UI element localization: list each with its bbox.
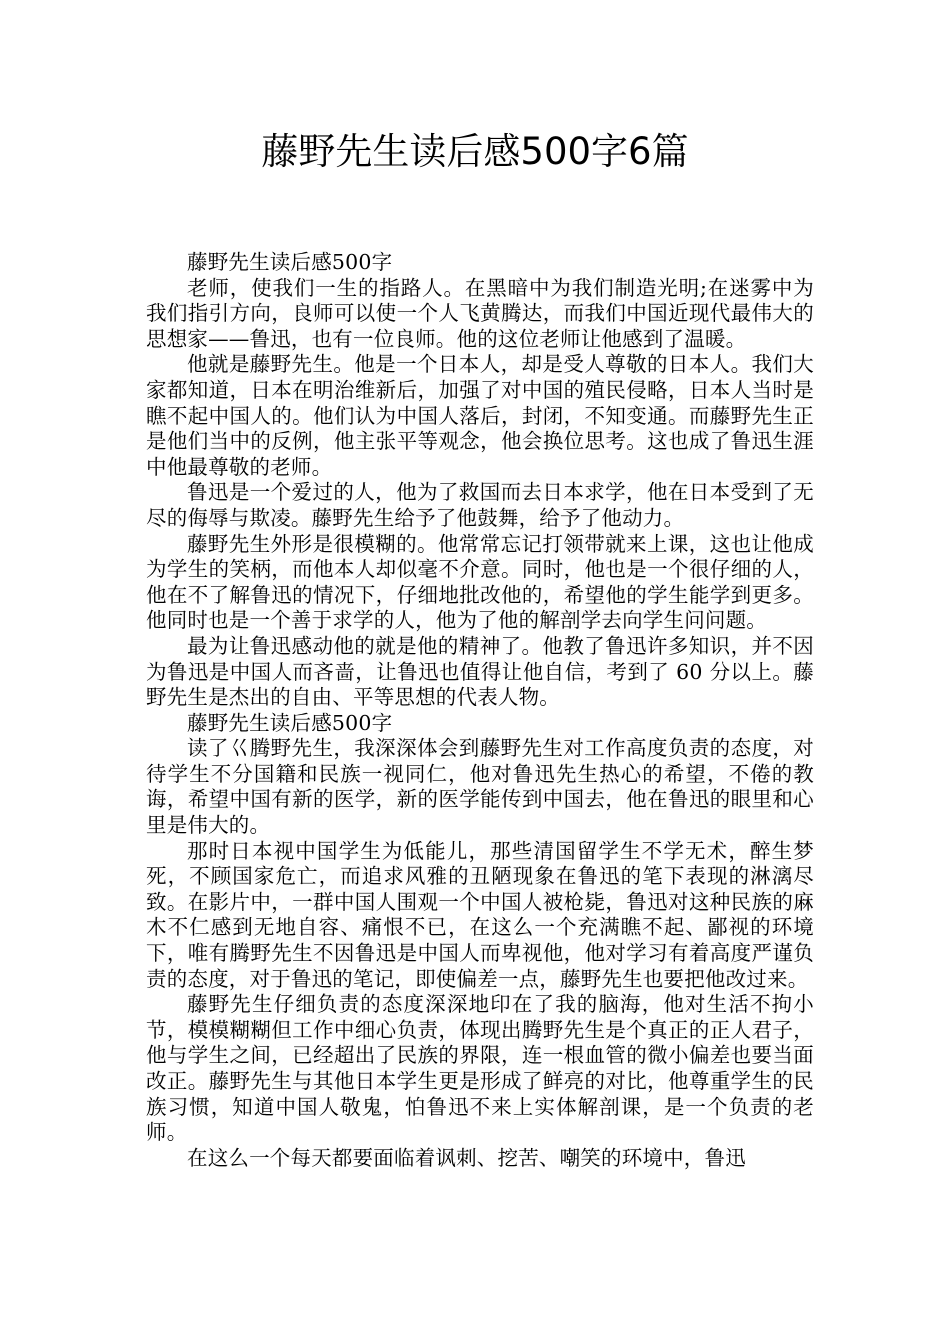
paragraph: 最为让鲁迅感动他的就是他的精神了。他教了鲁迅许多知识，并不因为鲁迅是中国人而吝啬，让鲁迅也值得让他自信，考到了 60 分以上。藤野先生是杰出的自由、平等思想的代表人物。 [146, 633, 814, 710]
section-heading: 藤野先生读后感500字 [187, 710, 393, 735]
paragraph: 鲁迅是一个爱过的人，他为了救国而去日本求学，他在日本受到了无尽的侮辱与欺凌。藤野先生给予了他鼓舞，给予了他动力。 [146, 480, 814, 530]
section-heading: 藤野先生读后感500字 [187, 250, 393, 274]
paragraph: 藤野先生外形是很模糊的。他常常忘记打领带就来上课，这也让他成为学生的笑柄，而他本人却似毫不介意。同时，他也是一个很仔细的人，他在不了解鲁迅的情况下，仔细地批改他的，希望他的学生能学到更多。他同时也是一个善于求学的人，他为了他的解剖学去向学生问问题。 [146, 531, 814, 633]
paragraph: 老师，使我们一生的指路人。在黑暗中为我们制造光明;在迷雾中为我们指引方向，良师可以使一个人飞黄腾达，而我们中国近现代最伟大的思想家——鲁迅，也有一位良师。他的这位老师让他感到了温暖。 [146, 275, 814, 351]
paragraph: 读了巜腾野先生，我深深体会到藤野先生对工作高度负责的态度，对待学生不分国籍和民族一视同仁，他对鲁迅先生热心的希望，不倦的教诲，希望中国有新的医学，新的医学能传到中国去，他在鲁迅的眼里和心里是伟大的。 [146, 736, 814, 838]
paragraph: 藤野先生仔细负责的态度深深地印在了我的脑海，他对生活不拘小节，模模糊糊但工作中细心负责，体现出腾野先生是个真正的正人君子，他与学生之间，已经超出了民族的界限，连一根血管的微小偏差也要当面改正。藤野先生与其他日本学生更是形成了鲜亮的对比，他尊重学生的民族习惯，知道中国人敬鬼，怕鲁迅不来上实体解剖课，是一个负责的老师。 [146, 992, 814, 1145]
paragraph: 那时日本视中国学生为低能儿，那些清国留学生不学无术，醉生梦死，不顾国家危亡，而追求风雅的丑陋现象在鲁迅的笔下表现的淋漓尽致。在影片中，一群中国人围观一个中国人被枪毙，鲁迅对这种民族的麻木不仁感到无地自容、痛恨不已，在这么一个充满瞧不起、鄙视的环境下，唯有腾野先生不因鲁迅是中国人而卑视他，他对学习有着高度严谨负责的态度，对于鲁迅的笔记，即使偏差一点，藤野先生也要把他改过来。 [146, 838, 814, 991]
document-body [146, 250, 814, 1171]
paragraph: 他就是藤野先生。他是一个日本人，却是受人尊敬的日本人。我们大家都知道，日本在明治维新后，加强了对中国的殖民侵略，日本人当时是瞧不起中国人的。他们认为中国人落后，封闭，不知变通。而藤野先生正是他们当中的反例，他主张平等观念，他会换位思考。这也成了鲁迅生涯中他最尊敬的老师。 [146, 352, 814, 479]
document-title: 藤野先生读后感500字6篇 [261, 130, 689, 173]
paragraph: 在这么一个每天都要面临着讽刺、挖苦、嘲笑的环境中，鲁迅 [187, 1145, 746, 1170]
